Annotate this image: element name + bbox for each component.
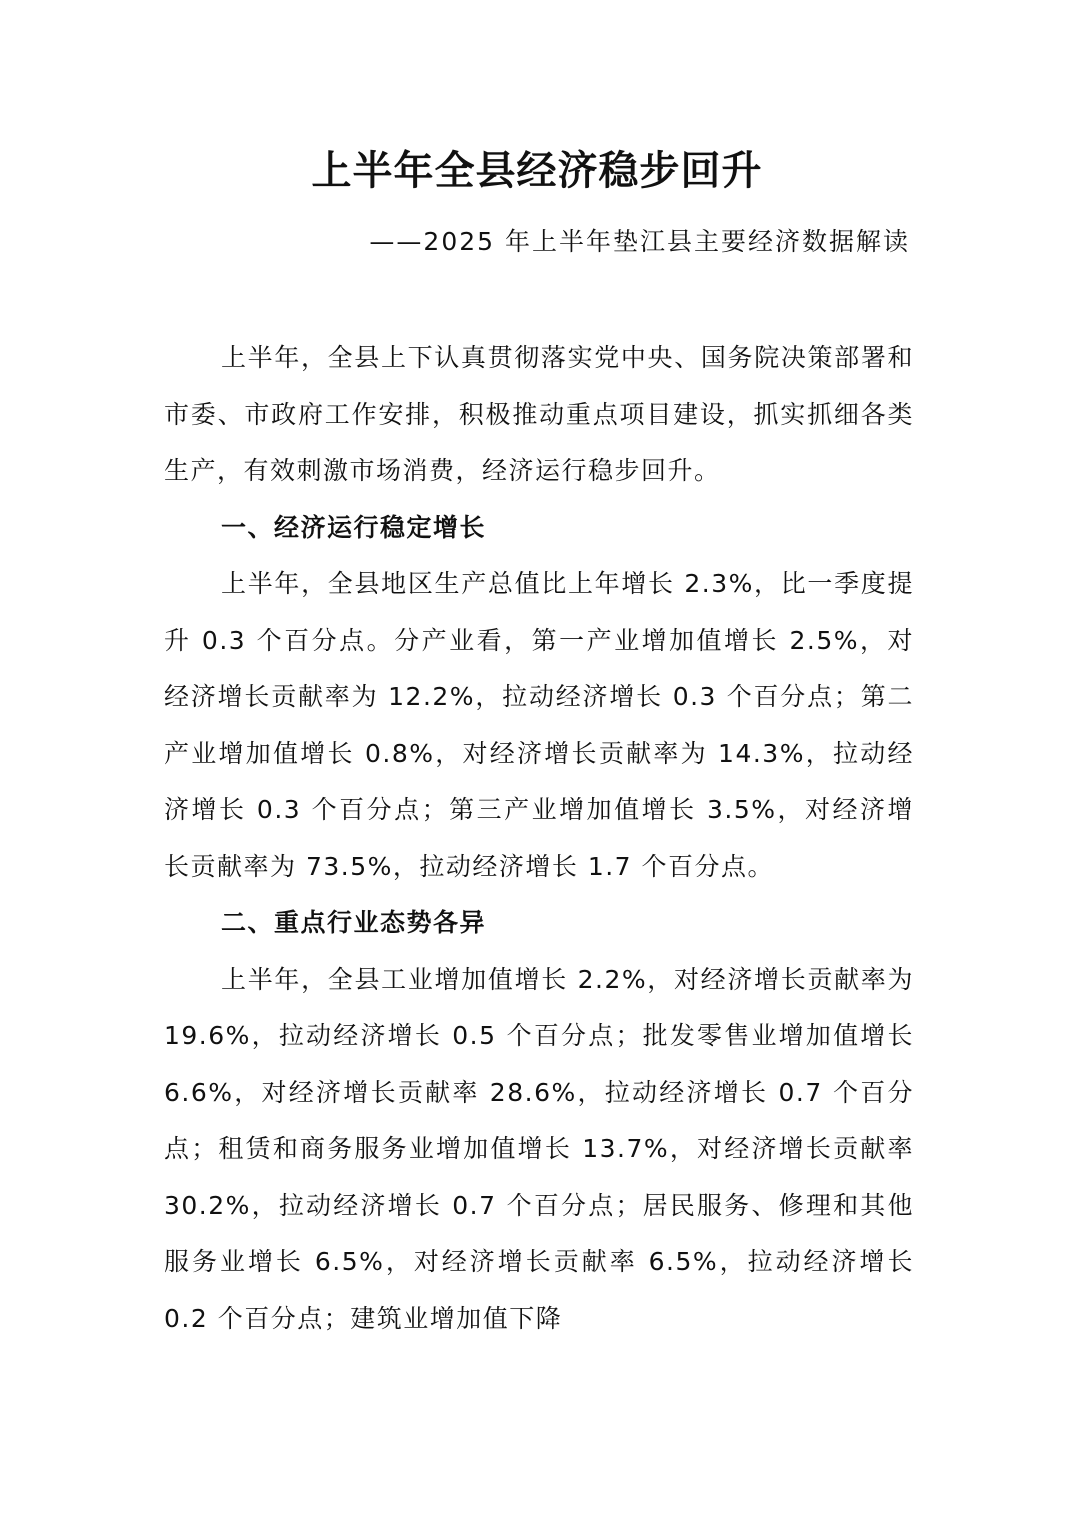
section-2-heading: 二、重点行业态势各异 xyxy=(221,908,487,937)
document-subtitle: ——2025 年上半年垫江县主要经济数据解读 xyxy=(369,227,910,256)
section-1-paragraph: 上半年，全县地区生产总值比上年增长 2.3%，比一季度提升 0.3 个百分点。分产业看，第一产业增加值增长 2.5%，对经济增长贡献率为 12.2%，拉动经济增长 0.3 个百分点；第二产业增加值增长 0.8%，对经济增长贡献率为 14.3%，拉动经济增长 0.3 个百分点；第三产业增加值增长 3.5%，对经济增长贡献率为 73.5%，拉动经济增长 1.7 个百分点。 xyxy=(164,569,914,881)
section-2-paragraph: 上半年，全县工业增加值增长 2.2%，对经济增长贡献率为 19.6%，拉动经济增长 0.5 个百分点；批发零售业增加值增长 6.6%，对经济增长贡献率 28.6%，拉动经济增长 0.7 个百分点；租赁和商务服务业增加值增长 13.7%，对经济增长贡献率 30.2%，拉动经济增长 0.7 个百分点；居民服务、修理和其他服务业增长 6.5%，对经济增长贡献率 6.5%，拉动经济增长 0.2 个百分点；建筑业增加值下降 xyxy=(164,964,914,1333)
document-title: 上半年全县经济稳步回升 xyxy=(311,147,763,194)
intro-paragraph: 上半年，全县上下认真贯彻落实党中央、国务院决策部署和市委、市政府工作安排，积极推动重点项目建设，抓实抓细各类生产，有效刺激市场消费，经济运行稳步回升。 xyxy=(164,343,914,485)
document-body xyxy=(164,330,914,1347)
section-1-heading: 一、经济运行稳定增长 xyxy=(221,512,487,542)
